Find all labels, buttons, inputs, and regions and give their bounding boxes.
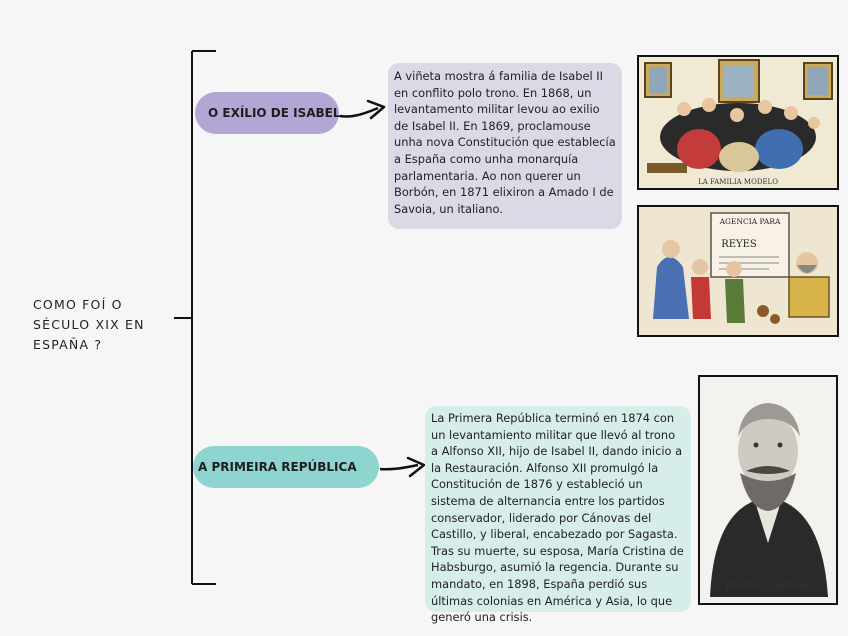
note-exilio-isabel[interactable]: A viñeta mostra á familia de Isabel II en conflito polo trono. En 1868, un levantamento militar levou ao exilio de Isabel II. En 1869, proclamouse unha nova Constitución que establecía a España como unha monarquía parlamentaria. Ao non querer un Borbón, en 1871 elixiron a Amado I de Savoia, un italiano.: [388, 63, 622, 229]
portrait-drawing: [700, 377, 836, 603]
cartoon-agencia-reyes-image[interactable]: [637, 205, 839, 337]
portrait-castelar-image[interactable]: [698, 375, 838, 605]
topic-exilio-isabel[interactable]: O EXÍLIO DE ISABEL: [195, 92, 339, 134]
sign-reyes: REYES: [721, 239, 757, 250]
arrow-1: [340, 101, 384, 118]
cartoon-familia-drawing: [639, 57, 837, 188]
sign-heading: AGENCIA PARA: [719, 217, 781, 226]
note-primeira-republica[interactable]: La Primera República terminó en 1874 con un levantamiento militar que llevó al trono a Alfonso XII, hijo de Isabel II, dando inicio a la Restauración. Alfonso XII promulgó la Constitución de 1876 y estableció un sistema de alternancia entre los partidos conservador, liderado por Cánovas del Castillo, y liberal, encabezado por Sagasta. Tras su muerte, su esposa, María Cristina de Habsburgo, asumió la regencia. Durante su mandato, en 1898, España perdió sus últimas colonias en América y Asia, lo que generó una crisis.: [425, 406, 691, 612]
root-topic[interactable]: COMO FOÍ O SÉCULO XIX EN ESPAÑA ?: [33, 297, 145, 352]
portrait-signature: Emilio Castelar: [724, 579, 812, 592]
arrow-2: [380, 458, 424, 476]
cartoon-agencia-drawing: [639, 207, 837, 335]
cartoon-familia-modelo-image[interactable]: [637, 55, 839, 190]
cartoon-caption: LA FAMILIA MODELO: [698, 178, 778, 186]
topic-primeira-republica[interactable]: A PRIMEIRA REPÚBLICA: [193, 446, 379, 488]
